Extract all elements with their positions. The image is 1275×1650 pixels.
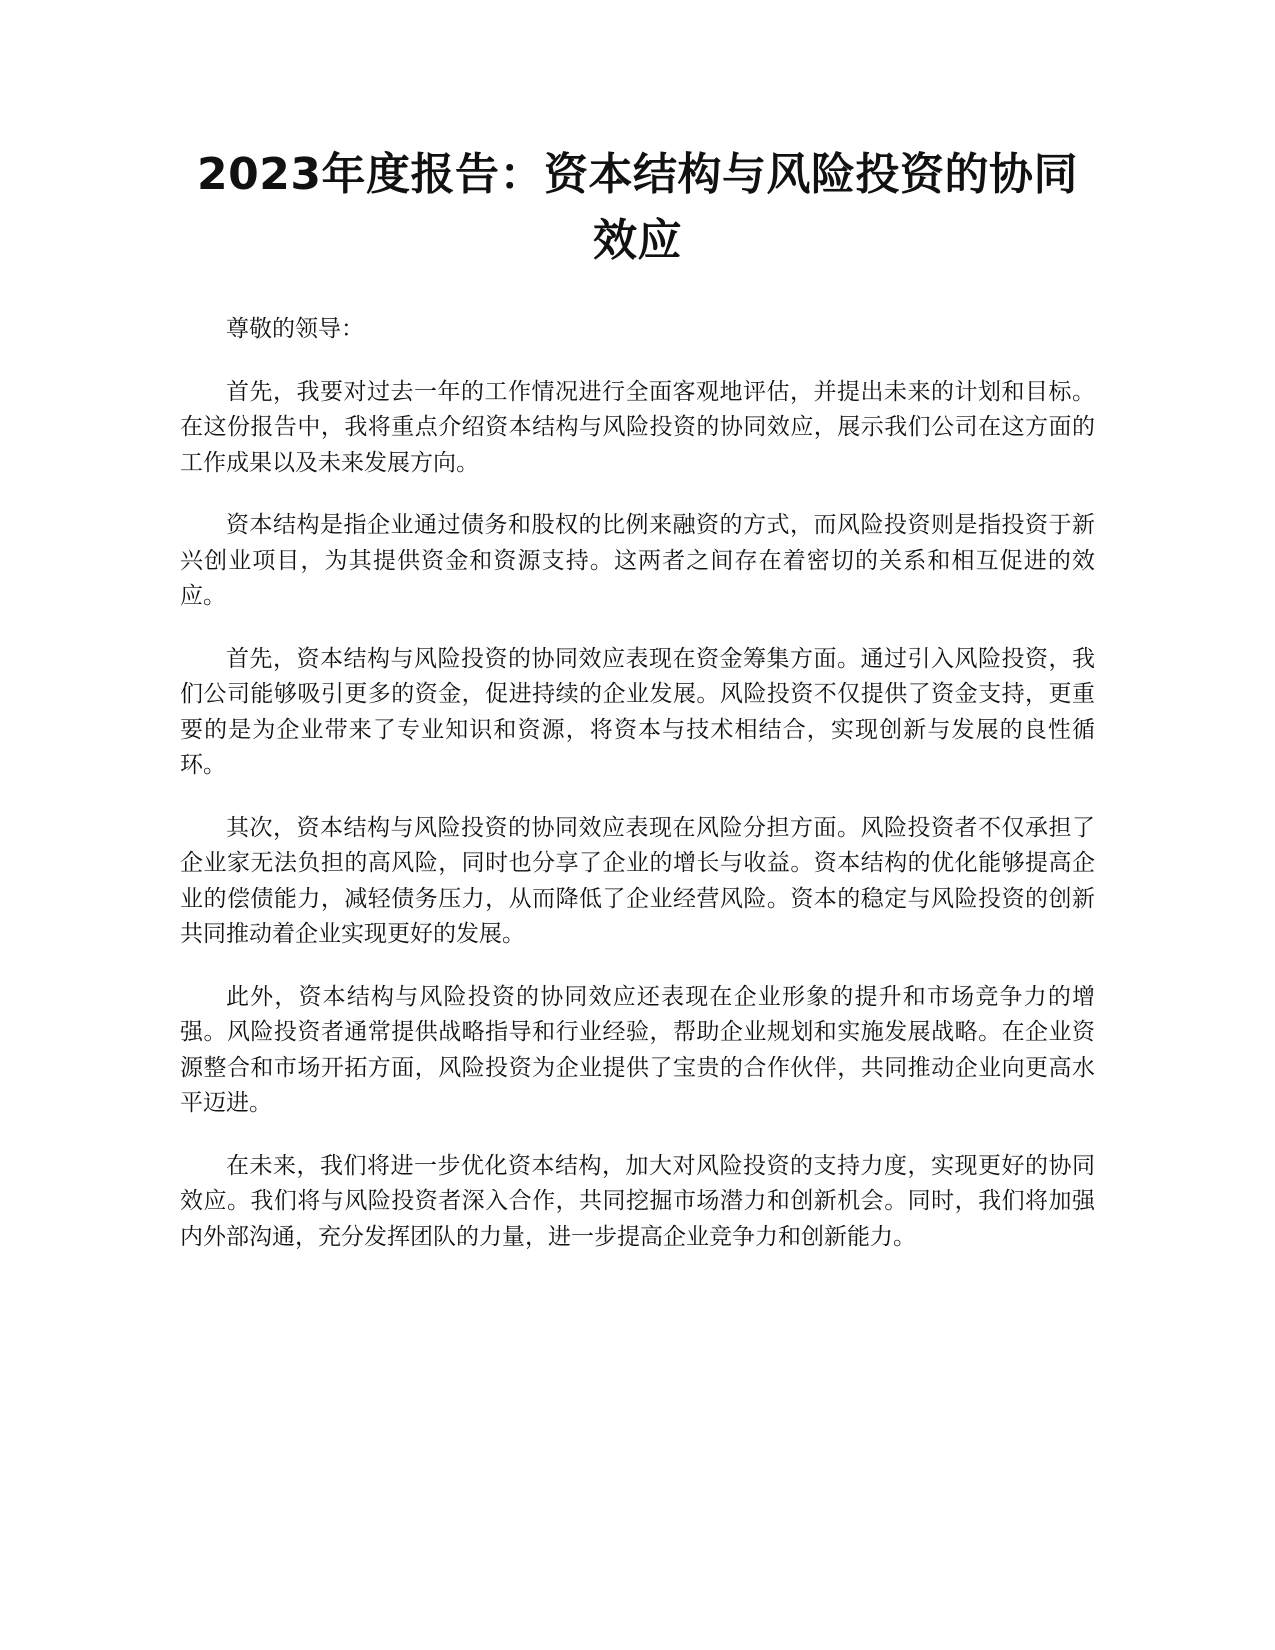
paragraph: 在未来，我们将进一步优化资本结构，加大对风险投资的支持力度，实现更好的协同效应。我们将与风险投资者深入合作，共同挖掘市场潜力和创新机会。同时，我们将加强内外部沟通，充分发挥团队的力量，进一步提高企业竞争力和创新能力。 xyxy=(180,1152,1095,1250)
paragraph: 此外，资本结构与风险投资的协同效应还表现在企业形象的提升和市场竞争力的增强。风险投资者通常提供战略指导和行业经验，帮助企业规划和实施发展战略。在企业资源整合和市场开拓方面，风险投资为企业提供了宝贵的合作伙伴，共同推动企业向更高水平迈进。 xyxy=(180,983,1095,1116)
paragraph: 首先，我要对过去一年的工作情况进行全面客观地评估，并提出未来的计划和目标。在这份报告中，我将重点介绍资本结构与风险投资的协同效应，展示我们公司在这方面的工作成果以及未来发展方向。 xyxy=(180,378,1095,476)
paragraph: 资本结构是指企业通过债务和股权的比例来融资的方式，而风险投资则是指投资于新兴创业项目，为其提供资金和资源支持。这两者之间存在着密切的关系和相互促进的效应。 xyxy=(180,512,1095,609)
document-body xyxy=(180,312,1095,1282)
document-title: 2023年度报告：资本结构与风险投资的协同效应 xyxy=(197,149,1078,266)
paragraph: 其次，资本结构与风险投资的协同效应表现在风险分担方面。风险投资者不仅承担了企业家无法负担的高风险，同时也分享了企业的增长与收益。资本结构的优化能够提高企业的偿债能力，减轻债务压力，从而降低了企业经营风险。资本的稳定与风险投资的创新共同推动着企业实现更好的发展。 xyxy=(180,814,1095,947)
paragraph: 首先，资本结构与风险投资的协同效应表现在资金筹集方面。通过引入风险投资，我们公司能够吸引更多的资金，促进持续的企业发展。风险投资不仅提供了资金支持，更重要的是为企业带来了专业知识和资源，将资本与技术相结合，实现创新与发展的良性循环。 xyxy=(180,645,1095,778)
salutation: 尊敬的领导： xyxy=(226,316,364,342)
